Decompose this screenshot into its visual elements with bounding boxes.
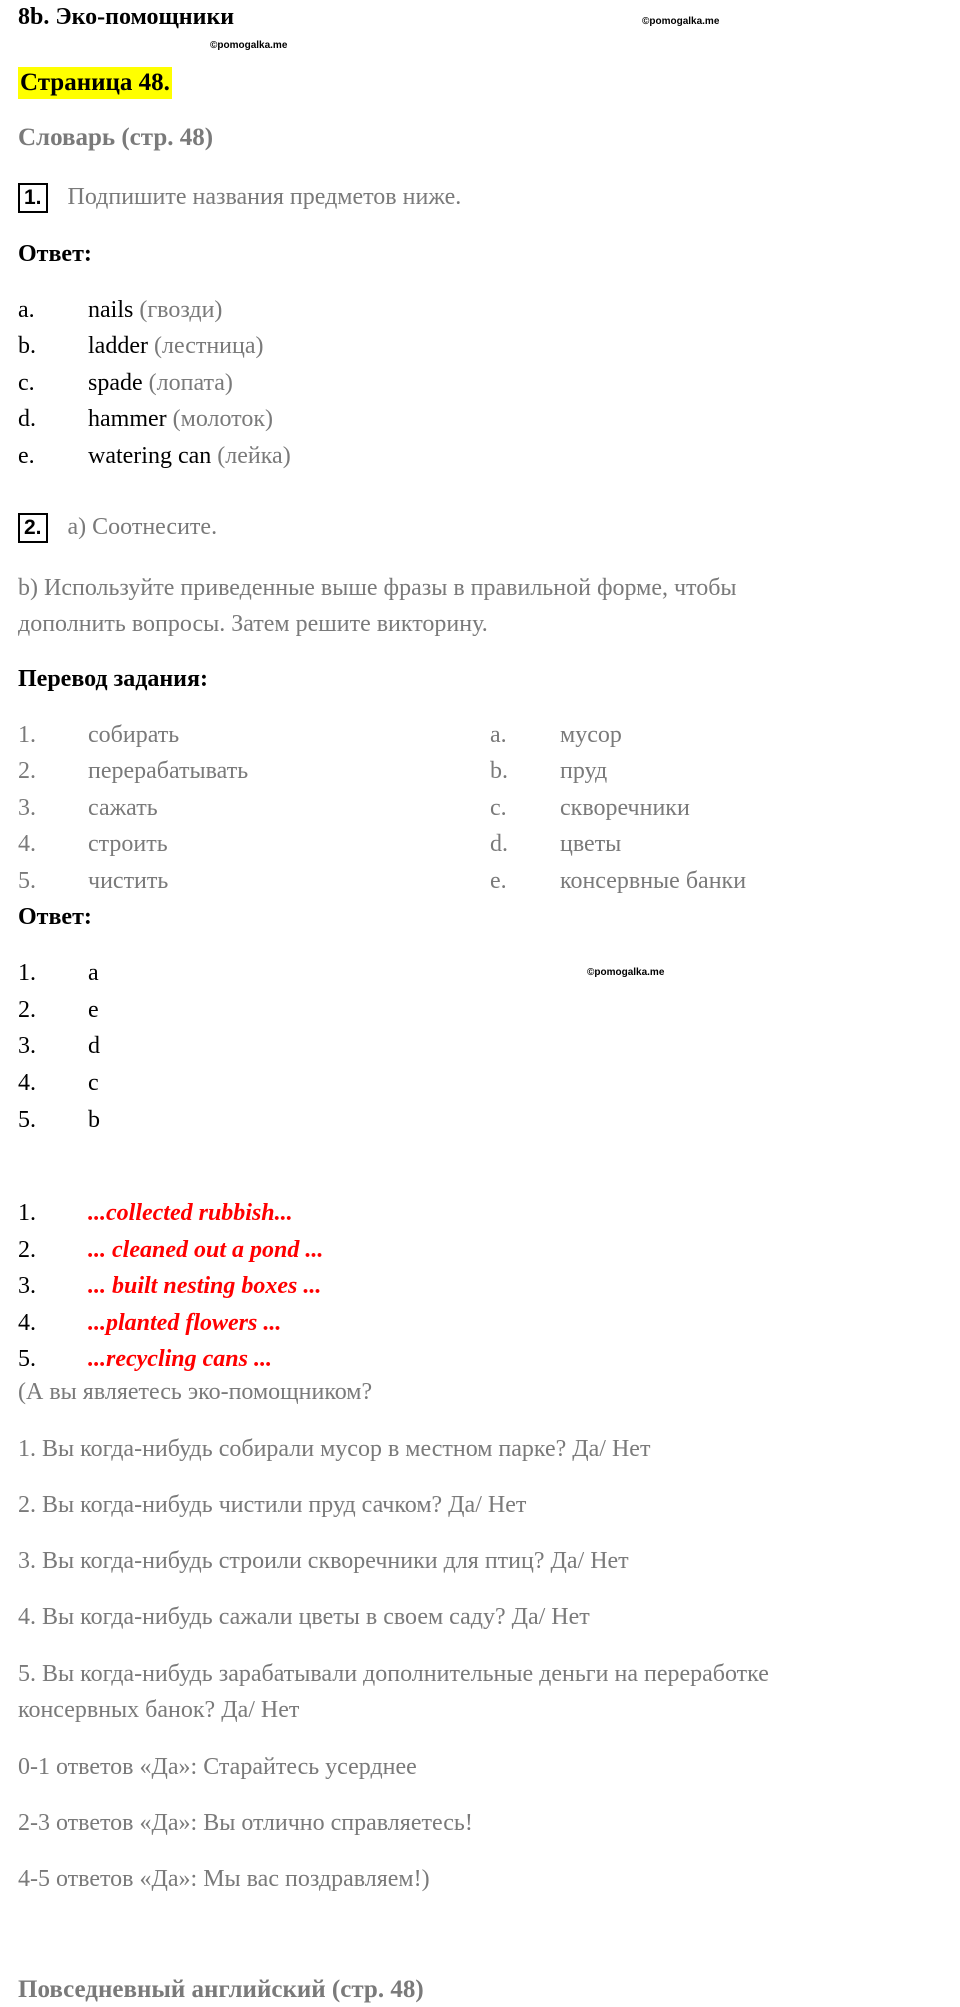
item-russian: (лестница): [147, 333, 264, 359]
phrase-number: 4.: [18, 1310, 36, 1336]
answer-number: 2.: [18, 997, 36, 1023]
left-number: 4.: [18, 831, 36, 857]
item-letter: a.: [18, 297, 35, 323]
answer-number: 1.: [18, 960, 36, 986]
everyday-english-heading: Повседневный английский (стр. 48): [18, 1976, 424, 2003]
answer-letter: d: [88, 1033, 100, 1059]
item-letter: b.: [18, 333, 36, 359]
left-item: строить: [88, 831, 168, 857]
exercise-1-instruction: Подпишите названия предметов ниже.: [67, 184, 462, 210]
phrase-text: ... cleaned out a pond ...: [88, 1237, 324, 1263]
quiz-result: 0-1 ответов «Да»: Старайтесь усерднее: [18, 1754, 417, 1780]
right-letter: e.: [490, 868, 507, 894]
left-item: перерабатывать: [88, 758, 249, 784]
watermark: ©pomogalka.me: [587, 967, 665, 978]
answer-heading: Ответ:: [18, 241, 92, 267]
quiz-question: 3. Вы когда-нибудь строили скворечники для птиц? Да/ Нет: [18, 1548, 629, 1574]
item-russian: (лейка): [211, 443, 291, 469]
item-russian: (молоток): [166, 406, 273, 432]
quiz-question: 2. Вы когда-нибудь чистили пруд сачком? Да/ Нет: [18, 1492, 527, 1518]
left-item: чистить: [88, 868, 169, 894]
item-english: nails: [88, 297, 134, 323]
answer-letter: a: [88, 960, 99, 986]
exercise-number-box: 2.: [18, 513, 48, 543]
item-english: spade: [88, 370, 143, 396]
right-item: цветы: [560, 831, 622, 857]
item-russian: (лопата): [142, 370, 233, 396]
right-letter: a.: [490, 722, 507, 748]
phrase-number: 3.: [18, 1273, 36, 1299]
left-number: 5.: [18, 868, 36, 894]
watermark: ©pomogalka.me: [210, 40, 288, 51]
answer-heading: Ответ:: [18, 904, 92, 930]
watermark: ©pomogalka.me: [642, 16, 720, 27]
right-item: мусор: [560, 722, 622, 748]
item-english: hammer: [88, 406, 167, 432]
left-item: сажать: [88, 795, 158, 821]
exercise-2-row: [18, 513, 217, 543]
vocabulary-heading: Словарь (стр. 48): [18, 124, 214, 151]
answer-number: 5.: [18, 1107, 36, 1133]
translation-heading: Перевод задания:: [18, 666, 208, 692]
left-number: 1.: [18, 722, 36, 748]
exercise-number-box: 1.: [18, 183, 48, 213]
answer-letter: e: [88, 997, 99, 1023]
quiz-title: (А вы являетесь эко-помощником?: [18, 1379, 373, 1405]
answer-letter: b: [88, 1107, 100, 1133]
exercise-2-instruction-b-line1: b) Используйте приведенные выше фразы в правильной форме, чтобы: [18, 575, 737, 601]
item-english: watering can: [88, 443, 212, 469]
answer-number: 4.: [18, 1070, 36, 1096]
item-letter: c.: [18, 370, 35, 396]
phrase-text: ...collected rubbish...: [88, 1200, 293, 1226]
exercise-1-row: [18, 183, 461, 213]
quiz-result: 4-5 ответов «Да»: Мы вас поздравляем!): [18, 1866, 430, 1892]
left-item: собирать: [88, 722, 180, 748]
item-letter: e.: [18, 443, 35, 469]
left-number: 3.: [18, 795, 36, 821]
quiz-question-continued: консервных банок? Да/ Нет: [18, 1697, 300, 1723]
right-item: скворечники: [560, 795, 690, 821]
quiz-question: 5. Вы когда-нибудь зарабатывали дополнительные деньги на переработке: [18, 1661, 769, 1687]
quiz-question: 1. Вы когда-нибудь собирали мусор в местном парке? Да/ Нет: [18, 1436, 651, 1462]
answer-letter: c: [88, 1070, 99, 1096]
item-letter: d.: [18, 406, 36, 432]
page-number-highlight: Страница 48.: [18, 67, 172, 99]
phrase-text: ...planted flowers ...: [88, 1310, 282, 1336]
right-item: пруд: [560, 758, 608, 784]
phrase-text: ... built nesting boxes ...: [88, 1273, 322, 1299]
right-item: консервные банки: [560, 868, 747, 894]
phrase-number: 2.: [18, 1237, 36, 1263]
phrase-number: 5.: [18, 1346, 36, 1372]
exercise-2-instruction-b-line2: дополнить вопросы. Затем решите викторину.: [18, 611, 488, 637]
page-title: 8b. Эко-помощники: [18, 4, 235, 30]
answer-number: 3.: [18, 1033, 36, 1059]
right-letter: b.: [490, 758, 508, 784]
quiz-question: 4. Вы когда-нибудь сажали цветы в своем саду? Да/ Нет: [18, 1604, 590, 1630]
quiz-result: 2-3 ответов «Да»: Вы отлично справляетесь!: [18, 1810, 473, 1836]
exercise-2-instruction-a: a) Соотнесите.: [67, 514, 218, 540]
right-letter: c.: [490, 795, 507, 821]
phrase-number: 1.: [18, 1200, 36, 1226]
left-number: 2.: [18, 758, 36, 784]
item-english: ladder: [88, 333, 148, 359]
item-russian: (гвозди): [133, 297, 223, 323]
phrase-text: ...recycling cans ...: [88, 1346, 272, 1372]
right-letter: d.: [490, 831, 508, 857]
